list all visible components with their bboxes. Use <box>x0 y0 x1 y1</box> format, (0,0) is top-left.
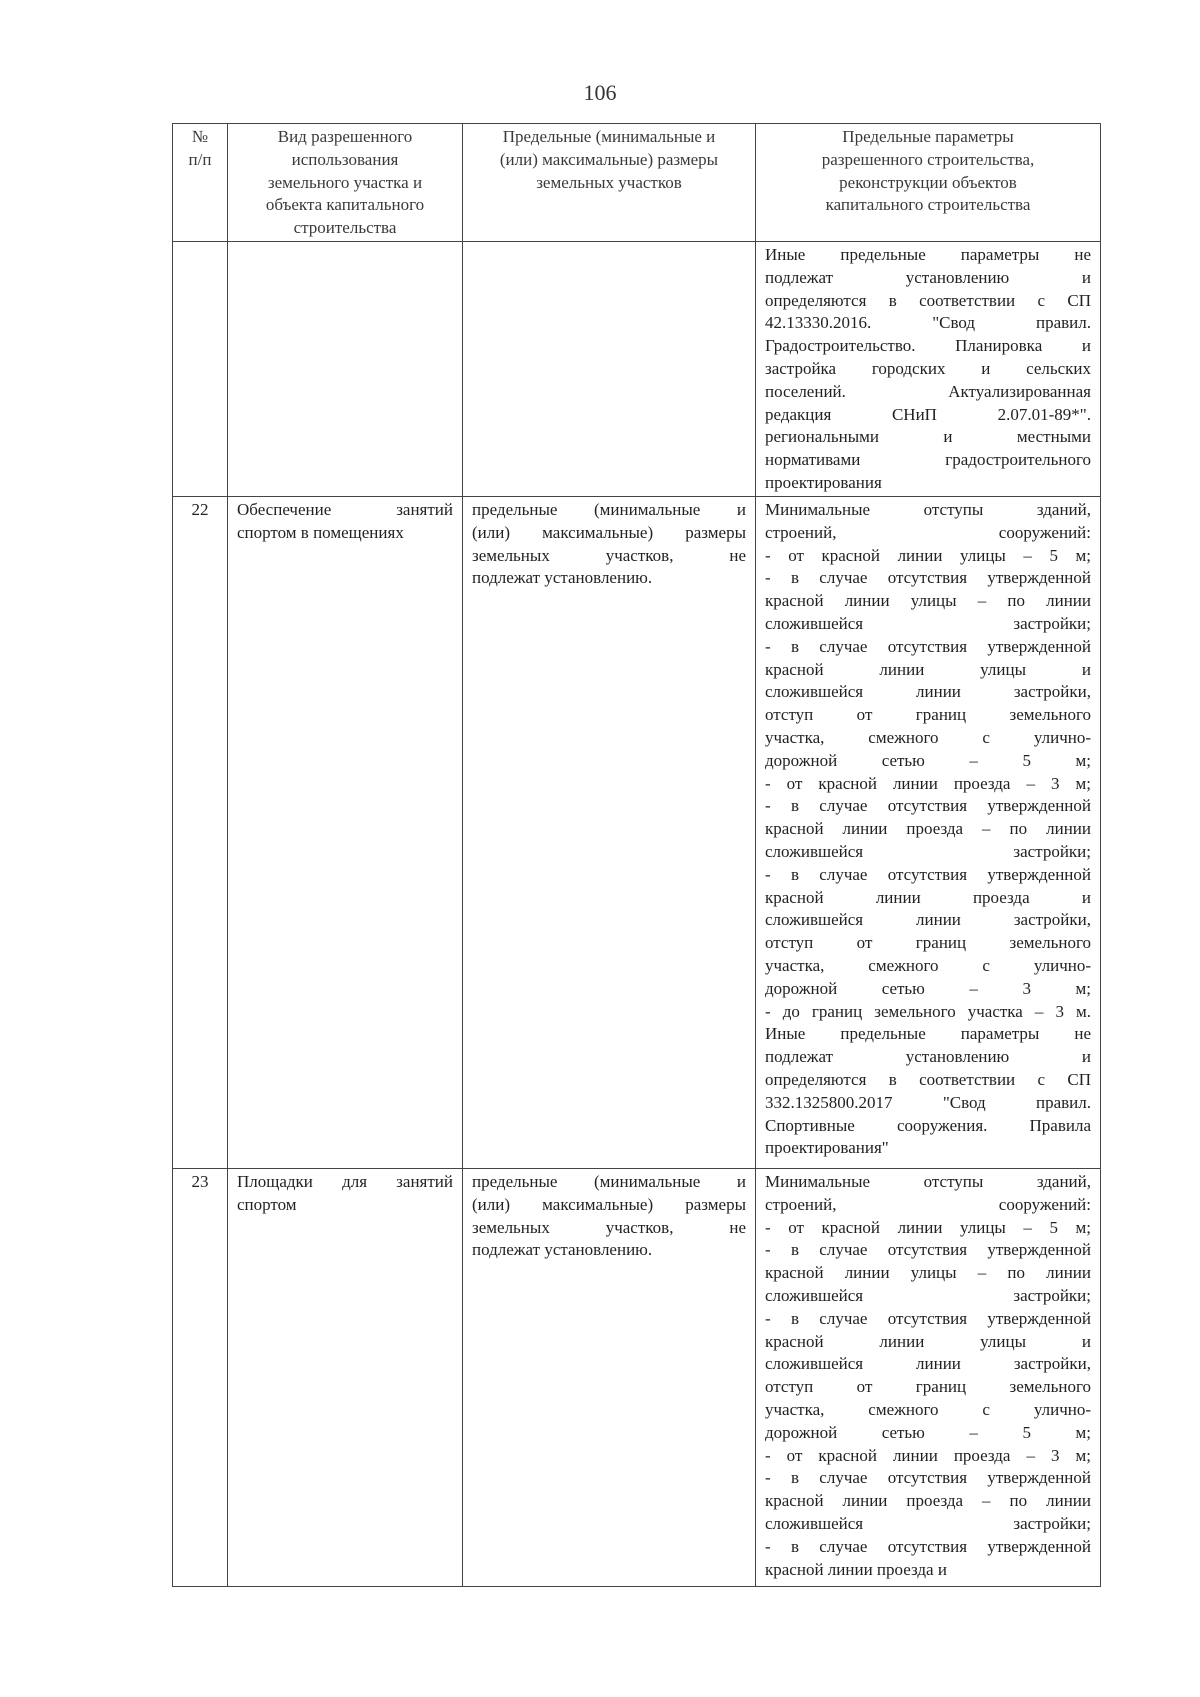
cell-line: (или) максимальные) размеры <box>472 1194 746 1214</box>
cell-line: Площадки для занятий <box>237 1172 453 1191</box>
cell-line: отступ от границ земельного <box>765 1377 1091 1397</box>
cell-line: подлежат установлению и <box>765 267 1091 287</box>
cell-line: отступ от границ земельного <box>765 933 1091 953</box>
cell-line: красной линии улицы – по линии <box>765 1263 1091 1283</box>
row-use-type <box>228 242 463 497</box>
cell-line: Минимальные отступы зданий, <box>765 1172 1091 1191</box>
row-plot-sizes <box>463 497 756 1169</box>
row-construction-params <box>756 497 1101 1169</box>
cell-line: (или) максимальные) размеры <box>472 522 746 542</box>
cell-line: сложившейся застройки; <box>765 1513 1091 1533</box>
row-num <box>173 242 228 497</box>
cell-line: дорожной сетью – 5 м; <box>765 750 1091 770</box>
cell-line: Минимальные отступы зданий, <box>765 500 1091 519</box>
cell-line: 332.1325800.2017 "Свод правил. <box>765 1092 1091 1112</box>
cell-line: проектирования <box>765 472 882 492</box>
cell-line: сложившейся линии застройки, <box>765 910 1091 930</box>
cell-line: Обеспечение занятий <box>237 500 453 519</box>
cell-line: - в случае отсутствия утвержденной <box>765 1240 1091 1260</box>
cell-line: - в случае отсутствия утвержденной <box>765 636 1091 656</box>
cell-line: красной линии проезда и <box>765 1559 947 1579</box>
cell-line: земельных участков, не <box>472 545 746 565</box>
header-num: № п/п <box>173 124 228 242</box>
cell-line: спортом в помещениях <box>237 522 404 542</box>
cell-line: красной линии улицы и <box>765 659 1091 679</box>
cell-line: красной линии проезда – по линии <box>765 819 1091 839</box>
cell-line: отступ от границ земельного <box>765 705 1091 725</box>
row-use-type <box>228 497 463 1169</box>
cell-line: - в случае отсутствия утвержденной <box>765 796 1091 816</box>
cell-line: спортом <box>237 1194 297 1214</box>
cell-line: редакция СНиП 2.07.01-89*". <box>765 404 1091 424</box>
cell-line: - в случае отсутствия утвержденной <box>765 568 1091 588</box>
cell-line: Градостроительство. Планировка и <box>765 336 1091 356</box>
cell-line: - от красной линии улицы – 5 м; <box>765 1217 1091 1237</box>
cell-line: дорожной сетью – 5 м; <box>765 1422 1091 1442</box>
cell-line: нормативами градостроительного <box>765 450 1091 470</box>
table-row <box>173 1169 1101 1587</box>
cell-line: - от красной линии проезда – 3 м; <box>765 1445 1091 1465</box>
cell-line: 42.13330.2016. "Свод правил. <box>765 313 1091 333</box>
cell-line: Иные предельные параметры не <box>765 245 1091 264</box>
cell-line: участка, смежного с улично- <box>765 1399 1091 1419</box>
cell-line: - в случае отсутствия утвержденной <box>765 864 1091 884</box>
cell-line: строений, сооружений: <box>765 1194 1091 1214</box>
cell-line: Спортивные сооружения. Правила <box>765 1115 1091 1135</box>
table-row <box>173 242 1101 497</box>
row-plot-sizes <box>463 242 756 497</box>
table-row <box>173 497 1101 1169</box>
cell-line: подлежат установлению. <box>472 1240 653 1260</box>
cell-line: - до границ земельного участка – 3 м. <box>765 1001 1091 1021</box>
cell-line: сложившейся застройки; <box>765 1285 1091 1305</box>
cell-line: предельные (минимальные и <box>472 1172 746 1191</box>
cell-line: сложившейся застройки; <box>765 613 1091 633</box>
row-plot-sizes <box>463 1169 756 1587</box>
page-number: 106 <box>583 80 617 105</box>
cell-line: поселений. Актуализированная <box>765 381 1091 401</box>
cell-line: красной линии проезда и <box>765 887 1091 907</box>
cell-line: - от красной линии проезда – 3 м; <box>765 773 1091 793</box>
row-use-type <box>228 1169 463 1587</box>
cell-line: участка, смежного с улично- <box>765 955 1091 975</box>
cell-line: определяются в соответствии с СП <box>765 290 1091 310</box>
cell-line: красной линии улицы – по линии <box>765 591 1091 611</box>
cell-line: участка, смежного с улично- <box>765 727 1091 747</box>
header-plot-sizes: Предельные (минимальные и (или) максимальные) размеры земельных участков <box>463 124 756 242</box>
cell-line: региональными и местными <box>765 427 1091 447</box>
cell-line: - в случае отсутствия утвержденной <box>765 1536 1091 1556</box>
cell-line: - от красной линии улицы – 5 м; <box>765 545 1091 565</box>
cell-line: застройка городских и сельских <box>765 358 1091 378</box>
cell-line: строений, сооружений: <box>765 522 1091 542</box>
cell-line: красной линии проезда – по линии <box>765 1491 1091 1511</box>
cell-line: предельные (минимальные и <box>472 500 746 519</box>
cell-line: - в случае отсутствия утвержденной <box>765 1468 1091 1488</box>
cell-line: сложившейся линии застройки, <box>765 682 1091 702</box>
cell-line: сложившейся застройки; <box>765 841 1091 861</box>
table-body <box>173 242 1101 1587</box>
cell-line: дорожной сетью – 3 м; <box>765 978 1091 998</box>
cell-line: красной линии улицы и <box>765 1331 1091 1351</box>
cell-line: Иные предельные параметры не <box>765 1024 1091 1044</box>
parameters-table <box>172 123 1101 1587</box>
header-use-type: Вид разрешенного использования земельного участка и объекта капитального строительства <box>228 124 463 242</box>
cell-line: определяются в соответствии с СП <box>765 1069 1091 1089</box>
row-construction-params <box>756 1169 1101 1587</box>
cell-line: подлежат установлению. <box>472 568 653 588</box>
cell-line: земельных участков, не <box>472 1217 746 1237</box>
cell-line: сложившейся линии застройки, <box>765 1354 1091 1374</box>
cell-line: подлежат установлению и <box>765 1047 1091 1067</box>
cell-line: проектирования" <box>765 1138 889 1158</box>
row-num: 23 <box>173 1169 228 1587</box>
header-construction-params: Предельные параметры разрешенного строительства, реконструкции объектов капитального строительства <box>756 124 1101 242</box>
cell-line: - в случае отсутствия утвержденной <box>765 1308 1091 1328</box>
row-num: 22 <box>173 497 228 1169</box>
table-header-row <box>173 124 1101 242</box>
row-construction-params <box>756 242 1101 497</box>
